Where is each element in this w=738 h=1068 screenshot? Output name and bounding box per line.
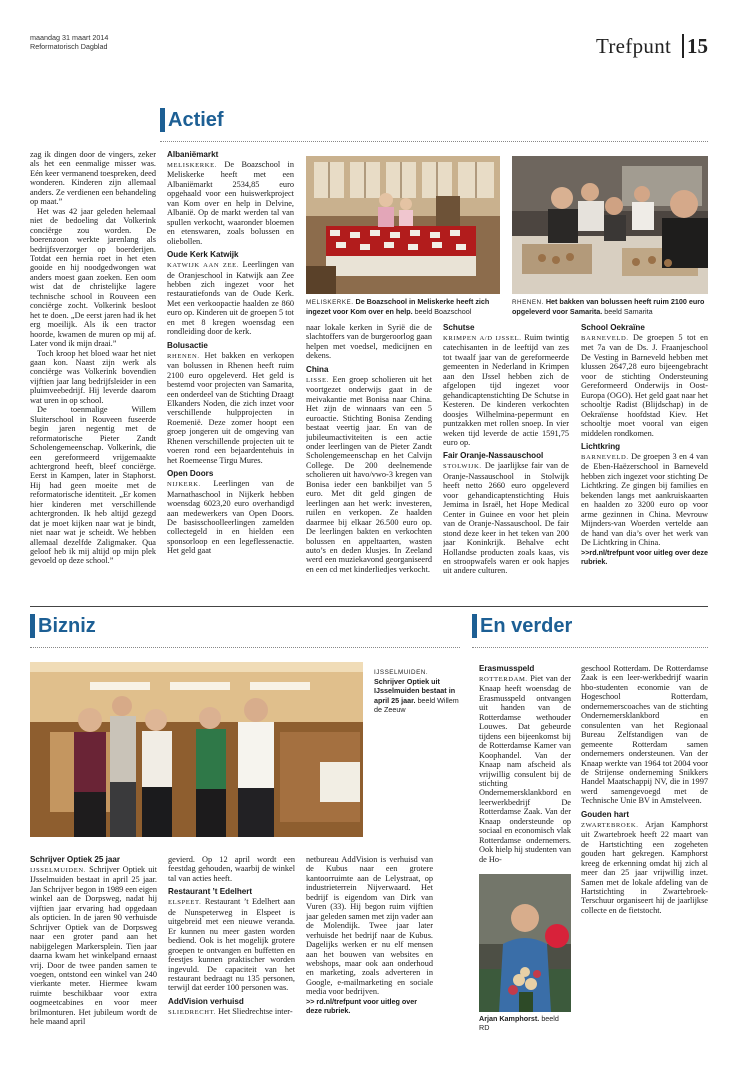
caption-rhenen bbox=[512, 297, 708, 316]
caption-rhenen-text: Het bakken van bolussen heeft ruim 2100 euro opgeleverd voor Samarita. bbox=[512, 297, 705, 317]
actief-column-5 bbox=[581, 323, 708, 598]
item-heading: Schutse bbox=[443, 323, 475, 332]
item-body: Een groep scholieren uit het voortgezet onderwijs gaat in de meivakantie met Bonisa naar China. Het zijn de winnaars van een 5 euroactie. Stichting Bonisa Zending bestaat veertig jaar. En van de jubileumactiviteiten is een actie onder leerlingen van de Pieter Zandt Scholengemeenschap en het Calvijn College. De 200 deelnemende scholieren uit havo/vwo-3 kregen van Bonisa ieder een bankbiljet van 5 euro. Met dit geld gingen de leerlingen aan het werk: investeren, ruilen en verkopen. Ze haalden daarmee bij elkaar 26.500 euro op. De leerlingen bakten en verkochten bolussen en appeltaarten, wasten auto’s en deden klusjes. In Zeeland werd een muziekavond georganiseerd en een cd met kinderliedjes verkocht. bbox=[306, 374, 432, 574]
photo-rhenen-baking bbox=[512, 156, 708, 294]
enverder-heading: En verder bbox=[480, 615, 573, 637]
bizniz-column-2 bbox=[168, 855, 295, 1055]
item-placeline: NIJKERK. bbox=[167, 481, 201, 489]
caption-schrijver-text: Schrijver Optiek uit IJsselmuiden bestaat in april 25 jaar. bbox=[374, 677, 456, 705]
actief-column-2 bbox=[167, 150, 294, 590]
item-text bbox=[167, 160, 294, 246]
item-heading: School Oekraïne bbox=[581, 323, 645, 332]
item-body: gevierd. Op 12 april wordt een feestdag gehouden, waarbij de winkel tal van acties heeft. bbox=[168, 855, 295, 883]
actief-column-4 bbox=[443, 323, 569, 593]
item-text bbox=[306, 855, 433, 997]
item-text bbox=[167, 260, 294, 337]
caption-meliskerke bbox=[306, 297, 502, 316]
item-heading: Fair Oranje-Nassauschool bbox=[443, 451, 544, 461]
actief-heading: Actief bbox=[168, 109, 224, 131]
item-text bbox=[581, 452, 708, 548]
item-body: netbureau AddVision is verhuisd van de Kubus naar een grotere kantoorruimte aan de Lelystraat, op industrieterrein Nijverwaard. Het bedrijf is eigendom van Dirk van Vuren (33). Hij begon ruim vijftien jaar geleden samen met zijn vader aan de Molendijk. Twee jaar later verhuisde het bedrijf naar de Kubus. Dagelijks werken er nu elf mensen aan het bouwen van websites en webshops, maar ook aan onderhoud en marketing, zoals adverteren in Google, e-mailmarketing en sociale media voor bedrijven. bbox=[306, 855, 433, 997]
item-text bbox=[479, 674, 571, 864]
bizniz-footer-link[interactable]: >> rd.nl/trefpunt voor uitleg over deze rubriek. bbox=[306, 996, 418, 1015]
item-heading: Oude Kerk Katwijk bbox=[167, 250, 239, 260]
enverder-column-2 bbox=[581, 664, 708, 1060]
actief-footer-link[interactable]: >>rd.nl/trefpunt voor uitleg over deze rubriek. bbox=[581, 547, 708, 566]
caption-schrijver-optiek bbox=[374, 667, 460, 714]
item-placeline: ZWARTEBROEK. bbox=[581, 821, 639, 829]
section-brand: Trefpunt bbox=[596, 34, 672, 58]
bizniz-dotted-rule bbox=[30, 647, 460, 648]
item-body: De groepen 3 en 4 van de Eben-Haëzerschool in Barneveld hebben zich ingezet voor stichting De Lichtkring. Ze gingen bij families en bekenden langs met aankruiskaarten en haalden zo 3200 euro op voor arme gezinnen in China. Mevrouw Mijnders-van Woerden vertelde aan de hand van dia’s over het werk van De Lichtkring in China. bbox=[581, 451, 708, 548]
item-body: Leerlingen van de Oranjeschool in Katwijk aan Zee hebben zich ingezet voor het restauratiefonds van de Oude Kerk. Met een verkoopactie haalden ze 860 euro op. Kinderen uit de groepen 5 tot en met 8 kregen woensdag een rondleiding door de kerk. bbox=[167, 260, 294, 337]
item-placeline: BARNEVELD. bbox=[581, 453, 629, 461]
enverder-column-1 bbox=[479, 664, 571, 874]
photo-boazschool-market bbox=[306, 156, 500, 294]
item-text bbox=[581, 333, 708, 438]
header-paper: Reformatorisch Dagblad bbox=[30, 42, 108, 51]
caption-rhenen-credit: beeld Samarita bbox=[604, 307, 653, 317]
caption-arjan-credit: beeld RD bbox=[479, 1014, 559, 1033]
item-placeline: STOLWIJK. bbox=[443, 463, 482, 471]
item-body: Leerlingen van de Marnathaschool in Nijkerk hebben woensdag 6023,20 euro overhandigd aan medewerkers van Open Doors. De basisschoolleerlingen zamelden collectegeld in en hielden een sponsorloop en een legeflessenactie. Het geld gaat bbox=[167, 479, 294, 556]
item-body: Restaurant ’t Edelhert aan de Nunspeterweg in Elspeet is uitgebreid met een nieuwe veranda. Er kunnen nu meer gasten worden bediend. Ook is het mogelijk grotere groepen te ontvangen en buffetten en feestjes kunnen praktischer worden ingevuld. De capaciteit van het restaurant bedraagt nu 135 personen, terwijl dat eerder 100 personen was. bbox=[168, 897, 295, 993]
caption-rhenen-placeline: RHENEN. bbox=[512, 299, 544, 306]
section-divider bbox=[30, 606, 708, 607]
actief-bar bbox=[160, 108, 165, 132]
photo-arjan-kamphorst bbox=[479, 874, 571, 1012]
photo-schrijver-optiek bbox=[30, 662, 363, 837]
item-text bbox=[168, 855, 295, 883]
actief-column-1 bbox=[30, 150, 156, 595]
paragraph: zag ik dingen door de vingers, zeker als het een eenmalige misser was. Eén keer vermanend toespreken, deed wonderen. Kinderen zijn allemaal anders. Ze verdienen een behandeling op maat.” bbox=[30, 150, 156, 207]
item-placeline: IJSSELMUIDEN. bbox=[30, 867, 86, 874]
bizniz-column-1 bbox=[30, 855, 157, 1055]
item-body: Schrijver Optiek uit IJsselmuiden bestaat in april 25 jaar. Jan Schrijver begon in 1989 een eigen winkel aan de Dorpsweg, nadat hij vijftien jaar ervaring had opgedaan als opticien. In de jaren 90 verhuisde Schrijver Optiek van de Dorpsweg naar een groter pand aan het nabijgelegen Markersplein. Tien jaar daarna kwam het winkelpand ernaast vrij. Door de twee panden samen te voegen, ontstond een winkel van 240 vierkante meter. Hiermee kwam ruimte beschikbaar voor extra oogmeetcabines en voor meer brilmonturen. Het jubileum wordt de hele maand april bbox=[30, 865, 157, 1027]
caption-arjan-text: Arjan Kamphorst. bbox=[479, 1014, 540, 1023]
item-placeline: RHENEN. bbox=[167, 352, 200, 360]
item-text bbox=[167, 479, 294, 556]
item-heading: Bolusactie bbox=[167, 340, 208, 350]
item-text bbox=[168, 1007, 295, 1017]
item-placeline: ROTTERDAM. bbox=[479, 676, 528, 683]
item-heading: Open Doors bbox=[167, 469, 214, 479]
item-heading: Gouden hart bbox=[581, 809, 630, 819]
enverder-dotted-rule bbox=[472, 647, 708, 648]
item-text bbox=[306, 375, 432, 575]
item-placeline: KRIMPEN A/D IJSSEL. bbox=[443, 335, 522, 342]
item-placeline: LISSE. bbox=[306, 376, 329, 384]
enverder-bar bbox=[472, 614, 477, 638]
caption-schrijver-placeline: IJSSELMUIDEN. bbox=[374, 669, 429, 676]
item-text bbox=[443, 461, 569, 575]
item-body: Het bakken en verkopen van bolussen in Rhenen heeft ruim 2100 euro opgeleverd. Het geld is bestemd voor projecten van Samarita, een onderdeel van de Stichting Draagt Elkanders Noden, die zich inzet voor verschillende hulpprojecten in Roemenië. Deze zomer hoopt een groep jongeren uit de omgeving van Rhenen verschillende projecten uit te voeren rond een bejaardentehuis in het Roemeense Tirgu Mures. bbox=[167, 350, 294, 465]
item-text bbox=[581, 664, 708, 806]
caption-meliskerke-placeline: MELISKERKE. bbox=[306, 299, 354, 306]
item-placeline: MELISKERKE. bbox=[167, 162, 218, 169]
item-heading: Restaurant ’t Edelhert bbox=[168, 887, 253, 897]
item-text bbox=[168, 897, 295, 993]
item-placeline: ELSPEET. bbox=[168, 899, 202, 907]
item-placeline: SLIEDRECHT. bbox=[168, 1008, 217, 1016]
paragraph: Het was 42 jaar geleden helemaal niet de bedoeling dat Volkerink conciërge zou worden. De boerenzoon werkte jarenlang als bedrijfsverzorger op boerderijen. Totdat een hernia roet in het eten gooide en hij noodgedwongen wat anders moest gaan zoeken. Een oom wist dat de christelijke lagere technische school in Rouveen een conciërge zocht. Volkerink besloot het te doen. „De eerst jaren had ik het erg moeilijk. Als ik een tractor hoorde, kwamen de muren op mij af. Later vond ik mijn draai.” bbox=[30, 206, 156, 349]
caption-arjan bbox=[479, 1014, 571, 1032]
item-heading: Albaniëmarkt bbox=[167, 150, 219, 159]
item-heading: AddVision verhuisd bbox=[168, 996, 244, 1006]
header-date: maandag 31 maart 2014 bbox=[30, 33, 109, 42]
bizniz-heading: Bizniz bbox=[38, 615, 96, 637]
page-number: 15 bbox=[687, 34, 708, 58]
bizniz-bar bbox=[30, 614, 35, 638]
item-heading: Erasmusspeld bbox=[479, 664, 535, 673]
item-heading: China bbox=[306, 364, 329, 374]
paragraph: Toch kroop het bloed waar het niet gaan kon. Naast zijn werk als conciërge was Volkerink bovendien vijftien jaar lang bedrijfsleider in een pluimveebedrijf. Hij leverde daarom wat uren in op school. bbox=[30, 348, 156, 405]
item-placeline: KATWIJK AAN ZEE. bbox=[167, 262, 240, 270]
item-body: De jaarlijkse fair van de Oranje-Nassauschool in Stolwijk heeft netto 2660 euro opgeleverd voor gehandicaptenstichting Huis Jemima in Israël, het Hope Medical Center in Guinee en voor het plein van de Oranje-Nassauschool. De fair stond deze keer in het teken van 200 jaar Koninkrijk. Behalve echt Hollandse producten zoals kaas, vis en stroopwafels waren er ook hapjes uit andere culturen. bbox=[443, 461, 569, 576]
item-heading: Schrijver Optiek 25 jaar bbox=[30, 855, 120, 864]
item-text bbox=[30, 865, 157, 1027]
actief-dotted-rule bbox=[160, 141, 708, 142]
item-text bbox=[306, 323, 432, 361]
item-body: De groepen 5 tot en met 7a van de Ds. J. Fraanjeschool De Vesting in Barneveld hebben met klussen 2647,28 euro bijeengebracht voor de stichting Ondersteuning Gereformeerd Onderwijs in Oost-Europa (OGO). Het geld gaat naar het schooltje Radist (Blijdschap) in de Oekraïense hoofdstad Kiev. Het schooltje moet vooral van eigen middelen rondkomen. bbox=[581, 333, 708, 438]
header-divider bbox=[682, 34, 684, 58]
item-body: Ruim twintig catechisanten in de leeftijd van zes tot twaalf jaar van de gereformeerde gemeenten in Nederland in Krimpen aan den IJssel hebben zich de afgelopen tijd ingezet voor gehandicaptenstichting De Schutse in Kesteren. De kinderen verkochten doosjes Wilhelmina-pepermunt en puntzakken met rollen snoep. In vier weken tijd leverde de actie 1591,75 euro op. bbox=[443, 333, 569, 447]
bizniz-column-3 bbox=[306, 855, 433, 1055]
item-text bbox=[581, 820, 708, 916]
caption-schrijver-credit: beeld Willem de Zeeuw bbox=[374, 695, 459, 714]
item-body: De Boazschool in Meliskerke heeft met een Albaniëmarkt 2534,85 euro opgehaald voor een huiswerkproject van Kom over en help in Delvine, Albanië. Op de markt werden tal van spullen verkocht, waaronder bloemen en etenswaren, zoals bolussen en oliebollen. bbox=[167, 160, 294, 246]
item-body: Arjan Kamphorst uit Zwartebroek heeft 22 maart van de Hartstichting een zogeheten gouden hart gekregen. Kamphorst kreeg de erkenning omdat hij zich al meer dan 25 jaar vrijwillig inzet. Samen met de lokale afdeling van de Hartstichting in Zwartebroek-Terschuur organiseert hij de jaarlijkse collecte en de fietstocht. bbox=[581, 819, 708, 915]
item-heading: Lichtkring bbox=[581, 441, 621, 451]
caption-meliskerke-text: De Boazschool in Meliskerke heeft zich ingezet voor Kom over en help. bbox=[306, 297, 490, 317]
item-body: Het Sliedrechtse inter- bbox=[218, 1006, 293, 1016]
actief-column-3 bbox=[306, 323, 432, 593]
paragraph: De toenmalige Willem Sluiterschool in Rouveen fuseerde begin jaren negentig met de reformatorische Pieter Zandt Scholengemeenschap. Volkerink, die een gereformeerd vrijgemaakte achtergrond heeft, bleef conciërge. Eerst in Kampen, later in Staphorst. Hij had geen moeite met de reformatorische identiteit. „Er komen hier kinderen met verschillende achtergronden. Ik heb altijd gezegd dat je moet kijken naar wat je bindt, niet naar wat je scheidt. We hebben allemaal dezelfde Zaligmaker. Qua geloof heb ik mij altijd op mijn plek gevoeld op deze school.” bbox=[30, 405, 156, 566]
item-text bbox=[443, 333, 569, 447]
item-text bbox=[167, 351, 294, 465]
caption-meliskerke-credit: beeld Boazschool bbox=[414, 307, 472, 317]
item-placeline: BARNEVELD. bbox=[581, 335, 629, 342]
item-body: geschool Rotterdam. De Rotterdamse Zaak is een leer-werkbedrijf waarin hbo-studenten economie van de Hogeschool Rotterdam, ondernemerscoaches van de stichting Ondernemersklankbord en consulenten van het Regionaal Bureau Zelfstandigen van de gemeente Rotterdam samen ondernemers ondersteunen. Van der Knaap werkte van 1964 tot 2004 voor de Strijense onderneming Snikkers Handel Maatschappij NV, die in 1997 werd samengevoegd met de Technische Unie BV in Amstelveen. bbox=[581, 664, 708, 806]
item-body: Piet van der Knaap heeft woensdag de Erasmusspeld ontvangen uit handen van de Rotterdamse wethouder Louwes. Dat gebeurde tijdens een bijeenkomst bij de Rotterdamse Kamer van Koophandel. Van der Knaap nam afscheid als vrijwillig consulent bij de stichting Ondernemersklankbord en leerwerkbedrijf De Rotterdamse Zaak. Van der Knaap ondersteunde op sociaal en economisch vlak Rotterdamse ondernemers. Ook hielp hij studenten van de Ho- bbox=[479, 674, 571, 864]
item-body: naar lokale kerken in Syrië die de slachtoffers van de burgeroorlog gaan helpen met voedsel, medicijnen en dekens. bbox=[306, 323, 432, 361]
